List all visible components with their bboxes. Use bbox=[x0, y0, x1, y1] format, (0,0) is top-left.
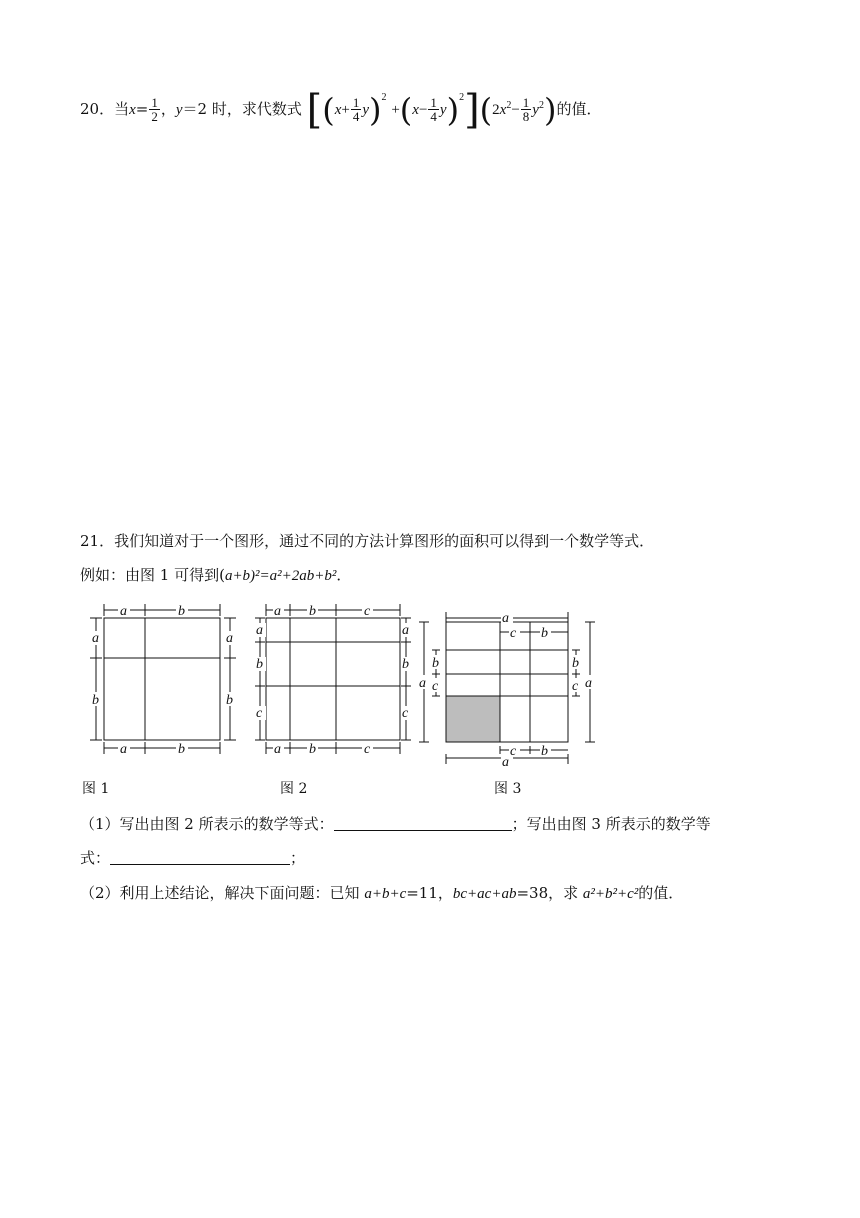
fig3-left-c: c bbox=[432, 679, 439, 694]
q20-when: 当 bbox=[114, 100, 130, 118]
q20-frac-2: $\frac{1}{4}$ bbox=[430, 95, 437, 124]
expr-x2: x bbox=[412, 102, 419, 118]
paren-close-2: ) bbox=[446, 91, 460, 129]
answer-blank-1[interactable] bbox=[334, 816, 512, 831]
fig1-right-b: b bbox=[226, 693, 233, 708]
fig1-top-a: a bbox=[120, 604, 127, 619]
expr-x3: x bbox=[499, 102, 507, 118]
fig1-left-a: a bbox=[92, 631, 99, 646]
q20-number: 20． bbox=[80, 100, 115, 118]
paren-open-1: ( bbox=[322, 91, 335, 129]
right-bracket: ] bbox=[464, 87, 480, 133]
q20-x-var: x bbox=[129, 102, 136, 118]
part2-text-c: =11， bbox=[406, 884, 453, 902]
fig2-top-b: b bbox=[309, 604, 316, 619]
paren-open-2: ( bbox=[399, 91, 413, 129]
fig1-bottom-a: a bbox=[120, 742, 127, 757]
fig2-bottom-c: c bbox=[364, 742, 371, 757]
fig1-bottom-b: b bbox=[178, 742, 185, 757]
fig3-caption: 图 3 bbox=[494, 781, 522, 797]
fig2-top-c: c bbox=[364, 604, 371, 619]
fig2-top-a: a bbox=[274, 604, 281, 619]
figure-2 bbox=[252, 596, 418, 768]
fig2-right-c: c bbox=[402, 706, 409, 721]
fig2-right-a: a bbox=[402, 623, 409, 638]
exp-1: 2 bbox=[381, 92, 387, 103]
exp-3: 2 bbox=[506, 100, 512, 111]
figure-1 bbox=[80, 596, 250, 768]
q21-line1: 21．我们知道对于一个图形，通过不同的方法计算图形的面积可以得到一个数学等式． bbox=[80, 532, 655, 550]
q21-part1-cont bbox=[80, 847, 305, 868]
fig3-bottom-a: a bbox=[502, 755, 509, 770]
q20-tail: 的值． bbox=[556, 100, 602, 118]
expr-x1: x bbox=[334, 102, 342, 118]
exp-4: 2 bbox=[538, 100, 544, 111]
paren-close-1: ) bbox=[369, 91, 382, 129]
fig3-right-a: a bbox=[585, 676, 592, 691]
q20-y-eq: ＝2 时，求代数式 bbox=[182, 100, 302, 118]
part2-text-a: （2）利用上述结论，解决下面问题：已知 bbox=[80, 884, 365, 902]
example-end: ． bbox=[336, 566, 352, 584]
fig2-left-a: a bbox=[256, 623, 263, 638]
fig1-caption: 图 1 bbox=[82, 781, 110, 797]
q20-frac-1: $\frac{1}{4}$ bbox=[352, 95, 360, 124]
part1-text-b: ；写出由图 3 所表示的数学等 bbox=[511, 815, 711, 833]
paren-open-3: ( bbox=[479, 91, 493, 129]
q20-frac-3: $\frac{1}{8}$ bbox=[522, 95, 530, 124]
fig3-bottom-b: b bbox=[541, 744, 548, 759]
fig3-bottom-c: c bbox=[510, 744, 517, 759]
q21-part1 bbox=[80, 813, 711, 834]
q20-eq: = bbox=[135, 100, 149, 118]
fig1-left-b: b bbox=[92, 693, 99, 708]
example-prefix: 例如：由图 1 可得到( bbox=[80, 566, 225, 584]
expr-minus-2: − bbox=[511, 102, 520, 118]
q20-y-var: y bbox=[175, 102, 183, 118]
question-20 bbox=[80, 87, 602, 133]
part2-expr-sum: a+b+c bbox=[364, 886, 407, 902]
q20-sep: ， bbox=[160, 100, 176, 118]
fig1-right-a: a bbox=[226, 631, 233, 646]
left-bracket: [ bbox=[306, 87, 323, 133]
fig3-right-c: c bbox=[572, 679, 579, 694]
part2-expr-products: bc+ac+ab bbox=[452, 886, 517, 902]
fig1-top-b: b bbox=[178, 604, 185, 619]
fig2-caption: 图 2 bbox=[280, 781, 308, 797]
example-formula: a+b)²=a²+2ab+b² bbox=[224, 568, 337, 584]
fig3-top-c: c bbox=[510, 626, 517, 641]
expr-y3: y bbox=[532, 102, 539, 118]
q21-example bbox=[80, 564, 351, 585]
part2-text-g: 的值． bbox=[638, 884, 684, 902]
q20-x-frac: $\frac{1}{2}$ bbox=[151, 95, 158, 124]
expr-y2: y bbox=[439, 102, 447, 118]
expr-plus: + bbox=[341, 102, 350, 118]
expr-y1: y bbox=[362, 102, 370, 118]
part2-expr-squares: a²+b²+c² bbox=[582, 886, 639, 902]
expr-plus-2: + bbox=[391, 102, 400, 118]
exp-2: 2 bbox=[459, 92, 465, 103]
expr-coef: 2 bbox=[492, 102, 500, 118]
fig3-top-b: b bbox=[541, 626, 548, 641]
fig2-right-b: b bbox=[402, 657, 409, 672]
fig2-left-c: c bbox=[256, 706, 263, 721]
fig3-right-b: b bbox=[572, 656, 579, 671]
part1-text-a: （1）写出由图 2 所表示的数学等式： bbox=[80, 815, 334, 833]
fig3-left-b: b bbox=[432, 656, 439, 671]
answer-blank-2[interactable] bbox=[110, 850, 290, 865]
part1-text-c: 式： bbox=[80, 849, 111, 867]
part1-text-d: ； bbox=[290, 849, 306, 867]
fig3-shaded-region bbox=[446, 696, 500, 742]
expr-minus: − bbox=[418, 102, 428, 118]
paren-close-3: ) bbox=[543, 91, 557, 129]
fig3-left-a: a bbox=[419, 676, 426, 691]
fig2-bottom-a: a bbox=[274, 742, 281, 757]
part2-text-e: =38，求 bbox=[516, 884, 583, 902]
q21-part2 bbox=[80, 882, 683, 903]
fig2-bottom-b: b bbox=[309, 742, 316, 757]
fig2-left-b: b bbox=[256, 657, 263, 672]
figure-3 bbox=[416, 608, 600, 770]
fig3-top-a: a bbox=[502, 611, 509, 626]
